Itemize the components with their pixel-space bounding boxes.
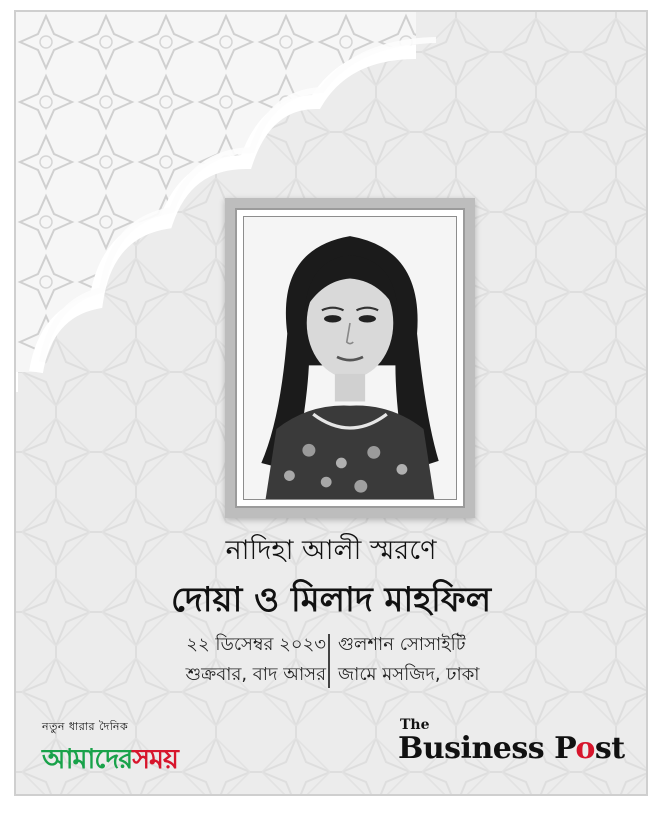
amader-shomoy-tagline: নতুন ধারার দৈনিক xyxy=(42,720,129,733)
portrait-photo xyxy=(243,216,457,500)
wordmark-part-2: সময় xyxy=(132,744,178,775)
amader-shomoy-wordmark xyxy=(42,739,178,784)
business-post-wordmark xyxy=(398,732,625,766)
business-post-logo xyxy=(398,718,625,766)
details-divider xyxy=(328,634,330,688)
memorial-subtitle: নাদিহা আলী স্মরণে xyxy=(225,535,437,566)
venue-line-1: গুলশান সোসাইটি xyxy=(338,634,466,655)
portrait-frame xyxy=(225,198,475,518)
wordmark-slashed-o: o xyxy=(575,731,595,766)
event-time: শুক্রবার, বাদ আসর xyxy=(185,664,326,685)
venue-line-2: জামে মসজিদ, ঢাকা xyxy=(338,664,480,685)
wordmark-part-1: আমাদের xyxy=(42,744,133,775)
event-details xyxy=(16,630,646,692)
wordmark-st: st xyxy=(594,731,625,766)
memorial-title: দোয়া ও মিলাদ মাহফিল xyxy=(170,580,492,620)
event-venue xyxy=(338,630,480,690)
wordmark-business: Business P xyxy=(398,731,576,766)
memorial-advertisement xyxy=(14,10,648,796)
event-datetime xyxy=(186,630,326,690)
amader-shomoy-logo xyxy=(42,718,178,784)
business-post-the: The xyxy=(400,717,430,733)
event-date: ২২ ডিসেম্বর ২০২৩ xyxy=(186,634,326,655)
